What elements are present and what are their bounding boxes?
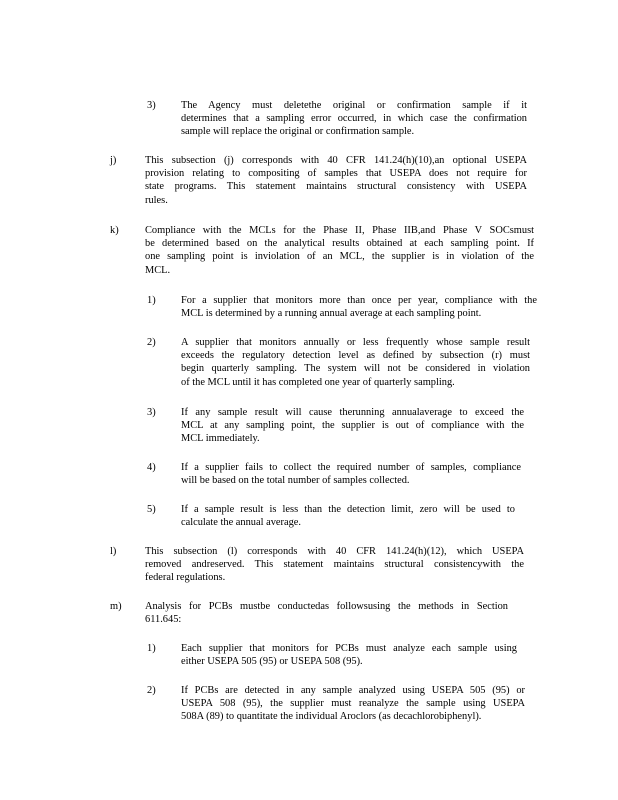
item-text — [181, 99, 527, 139]
item-text — [181, 642, 517, 668]
text-line: state programs. This statement maintains structural consistency with USEPA — [145, 181, 527, 193]
text-line: rules. — [145, 194, 168, 206]
item-text — [145, 545, 524, 585]
text-line: federal regulations. — [145, 572, 226, 584]
item-text — [145, 154, 527, 207]
item-text — [145, 224, 534, 277]
item-label: 1) — [147, 295, 156, 306]
text-line: MCL. — [145, 264, 171, 276]
item-label: 5) — [147, 504, 156, 515]
item-label: l) — [110, 546, 117, 557]
item-label: 1) — [147, 643, 156, 654]
text-line: will be based on the total number of samples collected. — [181, 475, 410, 487]
text-line: USEPA 508 (95), the supplier must reanalyze the sample using USEPA — [181, 698, 525, 710]
text-line: calculate the annual average. — [181, 517, 301, 529]
text-line: one sampling point is inviolation of an MCL, the supplier is in violation of the — [145, 251, 534, 263]
text-line: 611.645: — [145, 614, 182, 626]
text-line: begin quarterly sampling. The system will not be considered in violation — [181, 363, 530, 375]
item-label: k) — [110, 225, 119, 236]
item-text — [181, 684, 525, 724]
text-line: MCL is determined by a running annual average at each sampling point. — [181, 308, 482, 320]
item-label: j) — [110, 155, 117, 166]
text-line: MCL at any sampling point, the supplier is out of compliance with the — [181, 420, 524, 432]
text-line: be determined based on the analytical results obtained at each sampling point. If — [145, 238, 534, 250]
text-line: Each supplier that monitors for PCBs must analyze each sample using — [181, 643, 517, 654]
item-text — [181, 336, 530, 389]
text-line: If a supplier fails to collect the required number of samples, compliance — [181, 462, 521, 473]
item-label: 3) — [147, 407, 156, 418]
text-line: MCL immediately. — [181, 433, 260, 445]
item-text — [181, 406, 524, 446]
text-line: 508A (89) to quantitate the individual Aroclors (as decachlorobiphenyl). — [181, 711, 482, 723]
text-line: If any sample result will cause therunning annualaverage to exceed the — [181, 407, 524, 418]
text-line: either USEPA 505 (95) or USEPA 508 (95). — [181, 656, 363, 668]
item-text — [145, 600, 508, 626]
text-line: provision relating to compositing of samples that USEPA does not require for — [145, 168, 527, 180]
text-line: The Agency must deletethe original or confirmation sample if it — [181, 100, 527, 111]
item-label: 2) — [147, 337, 156, 348]
text-line: determines that a sampling error occurred, in which case the confirmation — [181, 113, 527, 125]
text-line: If a sample result is less than the detection limit, zero will be used to — [181, 504, 515, 515]
text-line: Analysis for PCBs mustbe conductedas followsusing the methods in Section — [145, 601, 508, 612]
item-label: 4) — [147, 462, 156, 473]
text-line: sample will replace the original or confirmation sample. — [181, 126, 415, 138]
item-label: 2) — [147, 685, 156, 696]
text-line: If PCBs are detected in any sample analyzed using USEPA 505 (95) or — [181, 685, 525, 696]
text-line: For a supplier that monitors more than once per year, compliance with the — [181, 295, 537, 306]
item-text — [181, 294, 537, 320]
text-line: Compliance with the MCLs for the Phase II, Phase IIB,and Phase V SOCsmust — [145, 225, 534, 236]
text-line: A supplier that monitors annually or less frequently whose sample result — [181, 337, 530, 348]
text-line: exceeds the regulatory detection level as defined by subsection (r) must — [181, 350, 530, 362]
item-text — [181, 461, 521, 487]
text-line: removed andreserved. This statement maintains structural consistencywith the — [145, 559, 524, 571]
text-line: This subsection (j) corresponds with 40 CFR 141.24(h)(10),an optional USEPA — [145, 155, 527, 166]
item-text — [181, 503, 515, 529]
text-line: This subsection (l) corresponds with 40 CFR 141.24(h)(12), which USEPA — [145, 546, 524, 557]
item-label: 3) — [147, 100, 156, 111]
item-label: m) — [110, 601, 122, 612]
text-line: of the MCL until it has completed one year of quarterly sampling. — [181, 376, 455, 388]
